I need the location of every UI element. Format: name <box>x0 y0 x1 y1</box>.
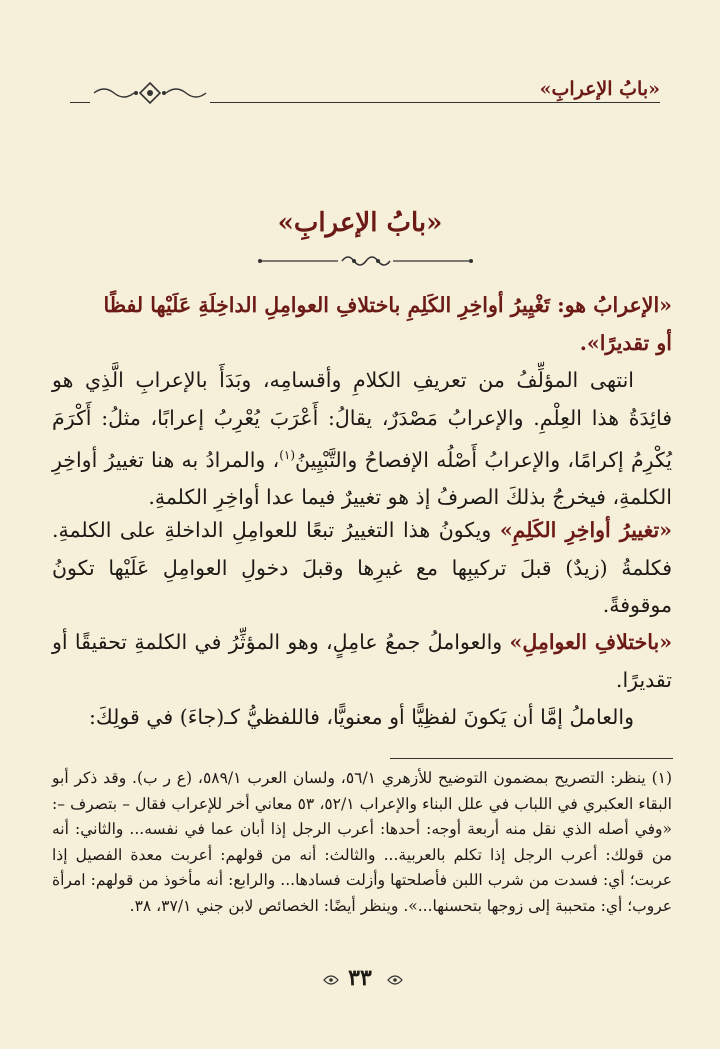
footnote-text: ينظر: التصريح بمضمون التوضيح للأزهري ٥٦/١، ولسان العرب ٥٨٩/١، (ع ر ب). وقد ذكر أبو البقاء العكبري في اللباب في علل البناء والإعراب ٥٢/١، ٥٣ معاني أخر للإعراب فقال – بتصرف –: «وفي أصله الذي نقل منه أربعة أوجه: أحدها: أعرب الرجل إذا أبان عما في نفسه... والثاني: أنه من قولك: أعرب الرجل إذا تكلم بالعربية... والثالث: أنه من قولهم: أعربت معدة الفصيل إذا عربت؛ أي: فسدت من شرب اللبن فأصلحتها وأزلت فسادها... والرابع: أنه مأخوذ من قولهم: امرأة عروب؛ أي: متحببة إلى زوجها بتحسنها...». وينظر أيضًا: الخصائص لابن جني ٣٧/١، ٣٨. <box>52 769 672 915</box>
para3-text: والعواملُ جمعُ عامِلٍ، وهو المؤثِّرُ في الكلمةِ تحقيقًا أو تقديرًا. <box>52 630 672 692</box>
footnote-ref: (١) <box>279 448 296 462</box>
page-number-ornament-left-icon <box>322 972 340 988</box>
matn-line-1: «الإعرابُ هو: تَغْيِيرُ أواخِرِ الكَلِمِ باختلافِ العوامِلِ الداخِلَةِ عَلَيْها لفظًا <box>103 293 672 317</box>
commentary-paragraph-1 <box>52 362 672 517</box>
para1-text-after: ، والمرادُ به هنا تغييرُ أواخِرِ الكلمةِ، فيخرجُ بذلكَ الصرفُ إذ هو تغييرٌ فيما عدا أواخِرِ الكلمةِ. <box>52 447 672 510</box>
chapter-title: «بابُ الإعرابِ» <box>277 208 443 238</box>
commentary-paragraph-3 <box>52 624 672 699</box>
running-header <box>70 78 660 108</box>
page-number: ٣٣ <box>348 965 372 991</box>
commentary-paragraph-4 <box>52 699 672 737</box>
para4-text: والعاملُ إمَّا أن يَكونَ لفظِيًّا أو معنويًّا، فاللفظيُّ كـ(جاءَ) في قولِكَ: <box>88 705 634 729</box>
matn-line-2: أو تقديرًا». <box>579 330 672 355</box>
footnote <box>52 766 672 919</box>
matn-quote <box>52 287 672 362</box>
para3-quote: «باختلافِ العوامِلِ» <box>509 630 673 654</box>
footnote-rule <box>390 758 673 759</box>
page-number-ornament-right-icon <box>386 972 404 988</box>
para2-quote: «تغييرُ أواخِرِ الكَلِمِ» <box>499 518 672 542</box>
para1-text: انتهى المؤلِّفُ من تعريفِ الكلامِ وأقسامِه، وبَدَأَ بالإعرابِ الَّذِي هو فائِدَةُ هذا العِلْمِ. والإعرابُ مَصْدَرٌ، يقالُ: أَعْرَبَ يُعْرِبُ إعرابًا، مثلُ: أَكْرَمَ يُكْرِمُ إكرامًا، والإعرابُ أَصْلُه الإفصاحُ والتَّبْيِينُ <box>52 368 672 472</box>
header-ornament-icon <box>90 81 210 105</box>
title-ornament-icon <box>258 250 473 272</box>
footnote-marker: (١) <box>651 769 673 787</box>
para2-text: ويكونُ هذا التغييرُ تبعًا للعوامِلِ الداخلةِ على الكلمةِ. فكلمةُ (زيدٌ) قبلَ تركيبِها مع غيرِها وقبلَ دخولِ العوامِلِ عَلَيْها تكونُ موقوفةً. <box>52 518 672 617</box>
running-header-title: «بابُ الإعرابِ» <box>539 78 660 100</box>
commentary-paragraph-2 <box>52 512 672 625</box>
